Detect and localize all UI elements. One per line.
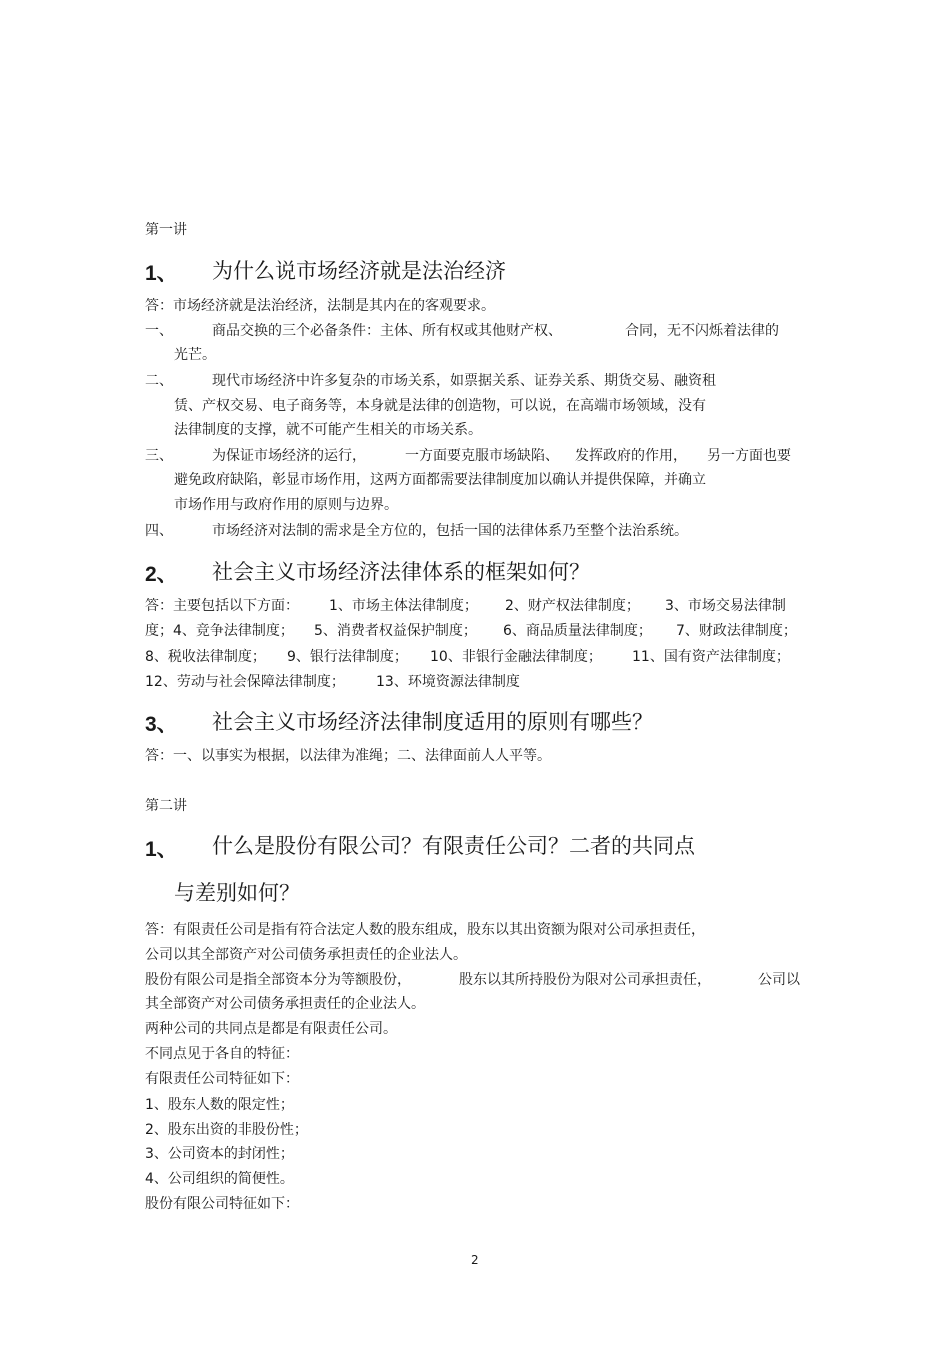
point-3-line2: 避免政府缺陷，彰显市场作用，这两方面都需要法律制度加以确认并提供保障，并确立 xyxy=(174,472,706,488)
q1-number: 1、 xyxy=(145,262,178,285)
q3-answer: 答：一、以事实为根据，以法律为准绳；二、法律面前人人平等。 xyxy=(145,748,551,764)
point-1-label: 一、 xyxy=(145,323,173,339)
point-2-label: 二、 xyxy=(145,373,173,389)
point-2-line3: 法律制度的支撑，就不可能产生相关的市场关系。 xyxy=(174,422,482,438)
q2-heading: 社会主义市场经济法律体系的框架如何？ xyxy=(212,560,590,584)
point-3-line3: 市场作用与政府作用的原则与边界。 xyxy=(174,497,398,513)
point-1-text: 商品交换的三个必备条件：主体、所有权或其他财产权、 xyxy=(212,323,562,339)
q2-line1-b: 1、市场主体法律制度； xyxy=(329,598,478,614)
llc-definition-line1: 答：有限责任公司是指有符合法定人数的股东组成，股东以其出资额为限对公司承担责任， xyxy=(145,922,705,938)
llc-feature-1: 1、股东人数的限定性； xyxy=(145,1097,294,1113)
lecture-2-title: 第二讲 xyxy=(145,798,187,814)
q2-line3-c: 10、非银行金融法律制度； xyxy=(430,649,602,665)
jsc-definition-line2: 其全部资产对公司债务承担责任的企业法人。 xyxy=(145,996,425,1012)
q2-line2-d: 7、财政法律制度； xyxy=(676,623,797,639)
l2-q1-heading-line1: 什么是股份有限公司？有限责任公司？二者的共同点 xyxy=(212,834,695,858)
point-4-line1: 市场经济对法制的需求是全方位的，包括一国的法律体系乃至整个法治系统。 xyxy=(212,523,688,539)
q2-line3-a: 8、税收法律制度； xyxy=(145,649,266,665)
point-1-text-cont: 合同，无不闪烁着法律的 xyxy=(625,323,779,339)
q2-line4-a: 12、劳动与社会保障法律制度； xyxy=(145,674,345,690)
page-number: 2 xyxy=(471,1253,479,1267)
q2-line1-a: 答：主要包括以下方面： xyxy=(145,598,299,614)
point-2-line2: 赁、产权交易、电子商务等，本身就是法律的创造物，可以说，在高端市场领域，没有 xyxy=(174,398,706,414)
l2-q1-number: 1、 xyxy=(145,838,178,861)
point-3-label: 三、 xyxy=(145,448,173,464)
llc-definition-line2: 公司以其全部资产对公司债务承担责任的企业法人。 xyxy=(145,947,467,963)
common-point: 两种公司的共同点是都是有限责任公司。 xyxy=(145,1021,397,1037)
point-2-line1: 现代市场经济中许多复杂的市场关系，如票据关系、证券关系、期货交易、融资租 xyxy=(212,373,716,389)
point-3-line1c: 发挥政府的作用， xyxy=(575,448,687,464)
q2-line2-c: 6、商品质量法律制度； xyxy=(503,623,652,639)
q2-line1-c: 2、财产权法律制度； xyxy=(505,598,640,614)
jsc-definition-c: 公司以 xyxy=(758,972,800,988)
q2-line3-d: 11、国有资产法律制度； xyxy=(632,649,790,665)
llc-feature-2: 2、股东出资的非股份性； xyxy=(145,1122,308,1138)
q2-line2-b: 5、消费者权益保护制度； xyxy=(314,623,477,639)
q2-line4-b: 13、环境资源法律制度 xyxy=(376,674,520,690)
q2-line3-b: 9、银行法律制度； xyxy=(287,649,408,665)
q1-answer: 答：市场经济就是法治经济，法制是其内在的客观要求。 xyxy=(145,298,495,314)
llc-features-title: 有限责任公司特征如下： xyxy=(145,1071,299,1087)
point-3-line1d: 另一方面也要 xyxy=(707,448,791,464)
point-3-line1b: 一方面要克服市场缺陷、 xyxy=(405,448,559,464)
jsc-definition-b: 股东以其所持股份为限对公司承担责任， xyxy=(459,972,711,988)
q1-heading: 为什么说市场经济就是法治经济 xyxy=(212,259,506,283)
llc-feature-3: 3、公司资本的封闭性； xyxy=(145,1146,294,1162)
point-4-label: 四、 xyxy=(145,523,173,539)
point-1-line2: 光芒。 xyxy=(174,347,216,363)
difference-intro: 不同点见于各自的特征： xyxy=(145,1046,299,1062)
l2-q1-heading-line2: 与差别如何？ xyxy=(174,881,300,905)
llc-feature-4: 4、公司组织的简便性。 xyxy=(145,1171,294,1187)
point-3-line1a: 为保证市场经济的运行， xyxy=(212,448,366,464)
q3-heading: 社会主义市场经济法律制度适用的原则有哪些？ xyxy=(212,710,653,734)
q2-number: 2、 xyxy=(145,563,178,586)
jsc-features-title: 股份有限公司特征如下： xyxy=(145,1196,299,1212)
q2-line2-a: 度；4、竞争法律制度； xyxy=(145,623,294,639)
q3-number: 3、 xyxy=(145,713,178,736)
q2-line1-d: 3、市场交易法律制 xyxy=(665,598,786,614)
jsc-definition-a: 股份有限公司是指全部资本分为等额股份， xyxy=(145,972,411,988)
lecture-1-title: 第一讲 xyxy=(145,222,187,238)
